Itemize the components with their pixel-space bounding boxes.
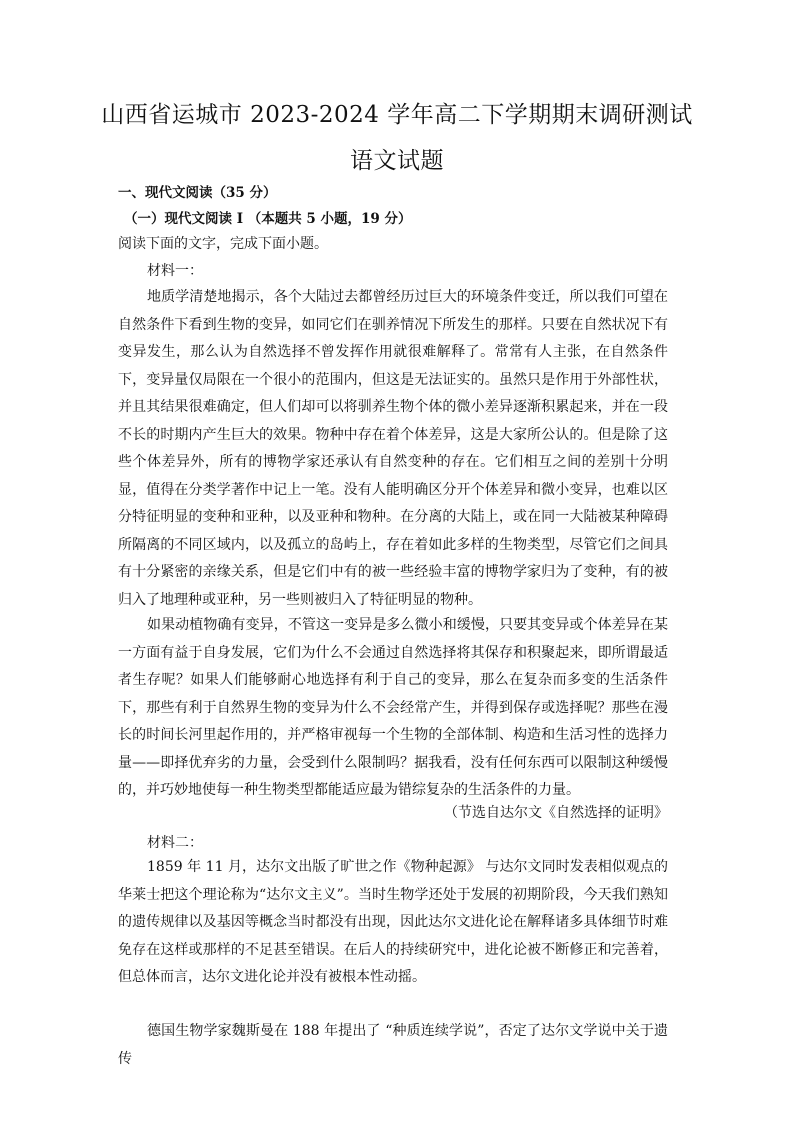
subsection-heading: （一）现代文阅读 I （本题共 5 小题，19 分） [124,211,412,227]
material-one-paragraph-1: 地质学清楚地揭示，各个大陆过去都曾经历过巨大的环境条件变迁，所以我们可望在自然条件下看到生物的变异，如同它们在驯养情况下所发生的那样。只要在自然状况下有变异发生，那么认为自然选择不曾发挥作用就很难解释了。常常有人主张，在自然条件下，变异量仅局限在一个很小的范围内，但这是无法证实的。虽然只是作用于外部性状，并且其结果很难确定，但人们却可以将驯养生物个体的微小差异逐渐积累起来，并在一段不长的时期内产生巨大的效果。物种中存在着个体差异，这是大家所公认的。但是除了这些个体差异外，所有的博物学家还承认有自然变种的存在。它们相互之间的差别十分明显，值得在分类学著作中记上一笔。没有人能明确区分开个体差异和微小变异，也难以区分特征明显的变种和亚种，以及亚种和物种。在分离的大陆上，或在同一大陆被某种障碍所隔离的不同区域内，以及孤立的岛屿上，存在着如此多样的生物类型，尽管它们之间具有十分紧密的亲缘关系，但是它们中有的被一些经验丰富的博物学家归为了变种，有的被归入了地理种或亚种，另一些则被归入了特征明显的物种。 [118,289,668,608]
material-two-paragraph-2: 德国生物学家魏斯曼在 188 年提出了 “种质连续学说”，否定了达尔文学说中关于遗传 [118,1023,668,1067]
document-subtitle: 语文试题 [350,148,444,174]
document-title: 山西省运城市 2023-2024 学年高二下学期期末调研测试 [101,102,693,128]
material-one-label: 材料一： [147,263,203,279]
section-heading: 一、现代文阅读（35 分） [118,185,277,201]
material-two-label: 材料二： [147,835,203,851]
material-one-source: （节选自达尔文《自然选择的证明》 [444,805,668,821]
material-one-paragraph-2: 如果动植物确有变异，不管这一变异是多么微小和缓慢，只要其变异或个体差异在某一方面有益于自身发展，它们为什么不会通过自然选择将其保存和积聚起来，即所谓最适者生存呢？如果人们能够耐心地选择有利于自己的变异，那么在复杂而多变的生活条件下，那些有利于自然界生物的变异为什么不会经常产生，并得到保存或选择呢？那些在漫长的时间长河里起作用的，并严格审视每一个生物的全部体制、构造和生活习性的选择力量——即择优弃劣的力量，会受到什么限制吗？据我看，没有任何东西可以限制这种缓慢的，并巧妙地使每一种生物类型都能适应最为错综复杂的生活条件的力量。 [118,617,668,798]
material-two-paragraph-1: 1859 年 11 月，达尔文出版了旷世之作《物种起源》 与达尔文同时发表相似观点的华莱士把这个理论称为“达尔文主义”。当时生物学还处于发展的初期阶段，今天我们熟知的遗传规律以及基因等概念当时都没有出现，因此达尔文进化论在解释诸多具体细节时难免存在这样或那样的不足甚至错误。在后人的持续研究中，进化论被不断修正和完善着，但总体而言，达尔文进化论并没有被根本性动摇。 [118,859,668,985]
reading-instructions: 阅读下面的文字，完成下面小题。 [118,236,328,252]
